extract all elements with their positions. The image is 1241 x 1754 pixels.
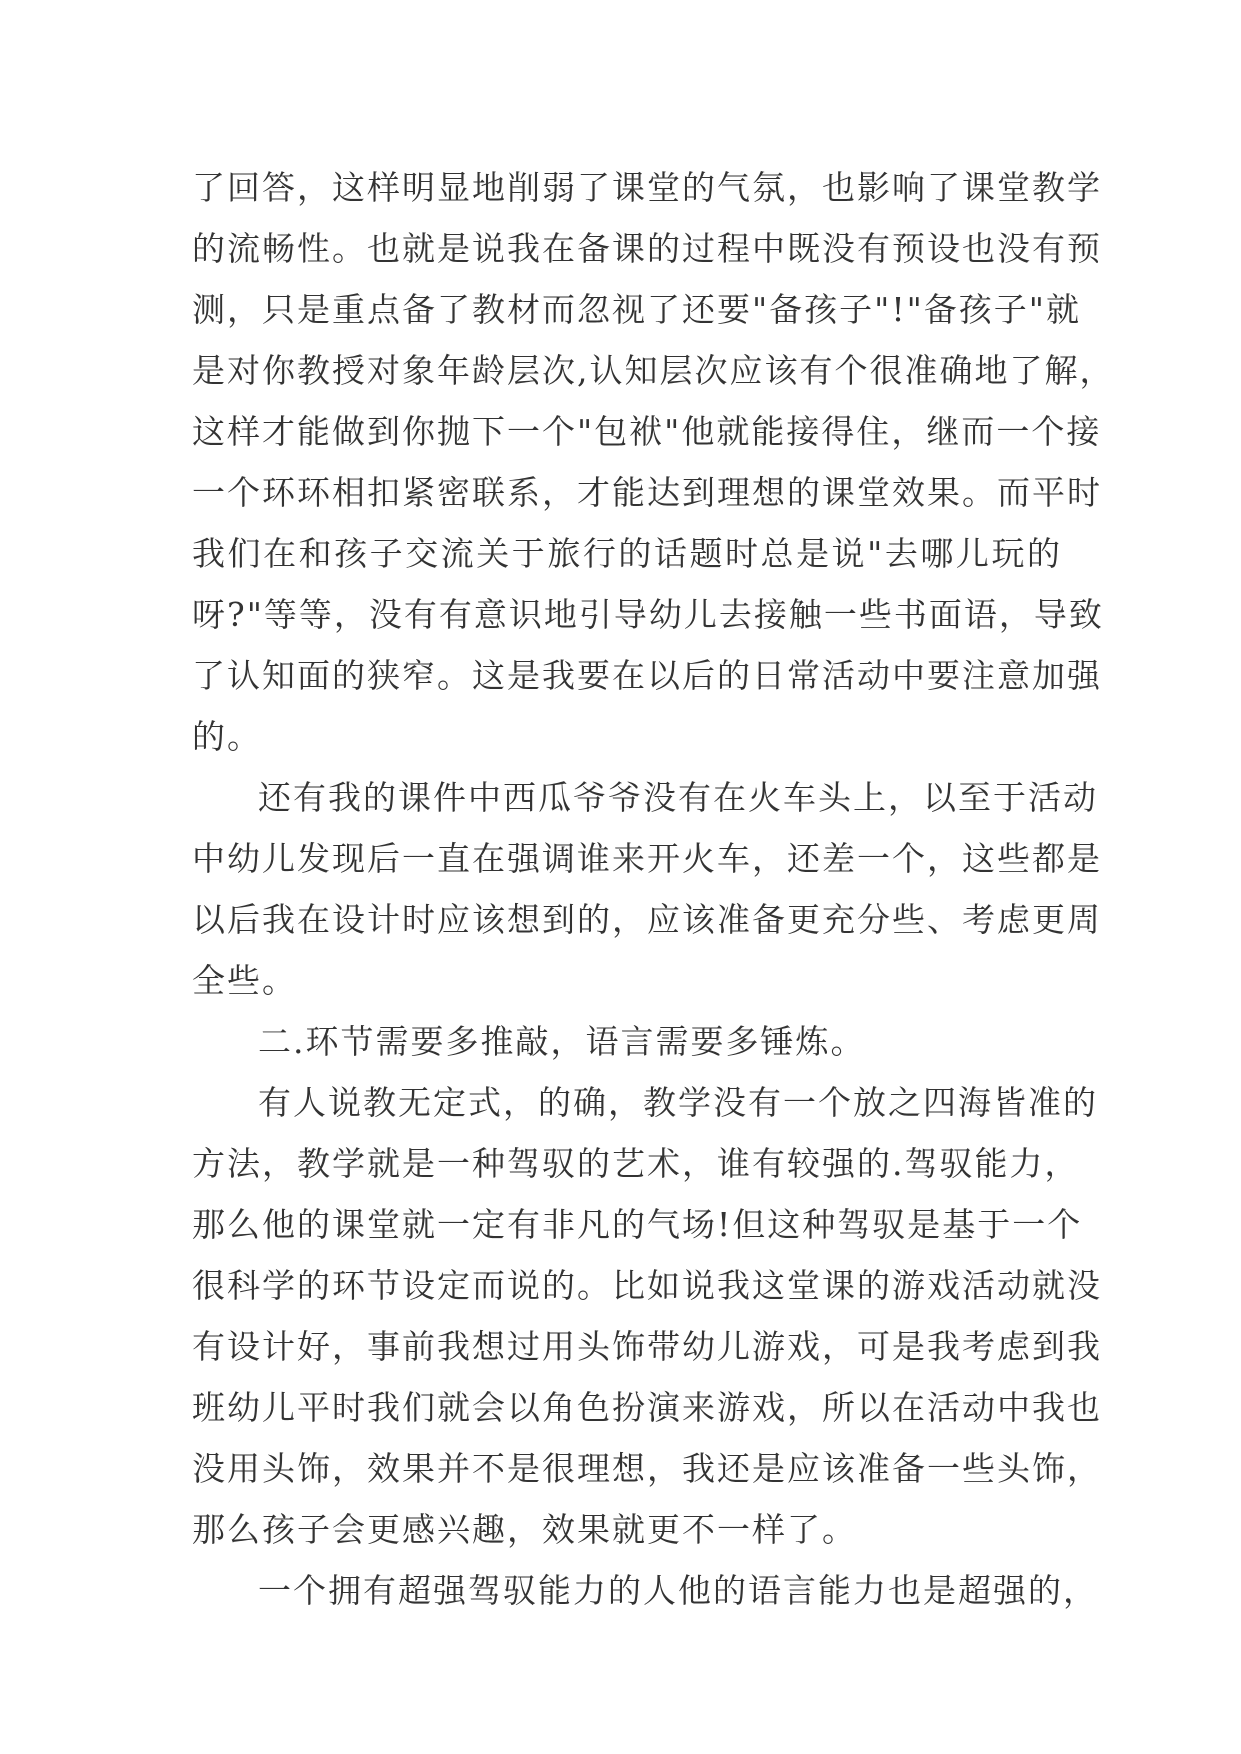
text-line: 班幼儿平时我们就会以角色扮演来游戏，所以在活动中我也	[192, 1388, 1102, 1427]
text-line: 那么他的课堂就一定有非凡的气场!但这种驾驭是基于一个	[192, 1205, 1083, 1244]
document-body	[192, 157, 1115, 1621]
paragraph	[192, 1072, 1102, 1560]
text-line: 呀?"等等，没有有意识地引导幼儿去接触一些书面语，导致	[192, 595, 1104, 634]
text-line: 的流畅性。也就是说我在备课的过程中既没有预设也没有预	[192, 229, 1102, 268]
text-line: 有人说教无定式，的确，教学没有一个放之四海皆准的	[258, 1083, 1098, 1122]
text-line: 没用头饰，效果并不是很理想，我还是应该准备一些头饰，	[192, 1449, 1102, 1488]
text-line: 了回答，这样明显地削弱了课堂的气氛，也影响了课堂教学	[192, 168, 1102, 207]
text-line: 了认知面的狭窄。这是我要在以后的日常活动中要注意加强	[192, 656, 1102, 695]
text-line: 那么孩子会更感兴趣，效果就更不一样了。	[192, 1510, 857, 1549]
text-line: 很科学的环节设定而说的。比如说我这堂课的游戏活动就没	[192, 1266, 1102, 1305]
text-line: 方法，教学就是一种驾驭的艺术，谁有较强的.驾驭能力，	[192, 1144, 1080, 1183]
text-line: 这样才能做到你抛下一个"包袱"他就能接得住，继而一个接	[192, 412, 1102, 451]
paragraph	[192, 1011, 1062, 1072]
text-line: 全些。	[192, 961, 297, 1000]
paragraph	[192, 1560, 1098, 1621]
text-line: 有设计好，事前我想过用头饰带幼儿游戏，可是我考虑到我	[192, 1327, 1102, 1366]
text-line: 的。	[192, 717, 262, 756]
text-line: 我们在和孩子交流关于旅行的话题时总是说"去哪儿玩的	[192, 534, 1062, 573]
text-line: 还有我的课件中西瓜爷爷没有在火车头上，以至于活动	[258, 778, 1098, 817]
text-line: 测，只是重点备了教材而忽视了还要"备孩子"!"备孩子"就	[192, 290, 1081, 329]
text-line: 以后我在设计时应该想到的，应该准备更充分些、考虑更周	[192, 900, 1102, 939]
text-line: 一个拥有超强驾驭能力的人他的语言能力也是超强的，	[258, 1571, 1098, 1610]
text-line: 中幼儿发现后一直在强调谁来开火车，还差一个，这些都是	[192, 839, 1102, 878]
paragraph	[192, 767, 1102, 1011]
paragraph	[192, 157, 1115, 767]
text-line: 二.环节需要多推敲，语言需要多锤炼。	[258, 1022, 866, 1061]
text-line: 一个环环相扣紧密联系，才能达到理想的课堂效果。而平时	[192, 473, 1102, 512]
text-line: 是对你教授对象年龄层次,认知层次应该有个很准确地了解，	[192, 351, 1115, 390]
